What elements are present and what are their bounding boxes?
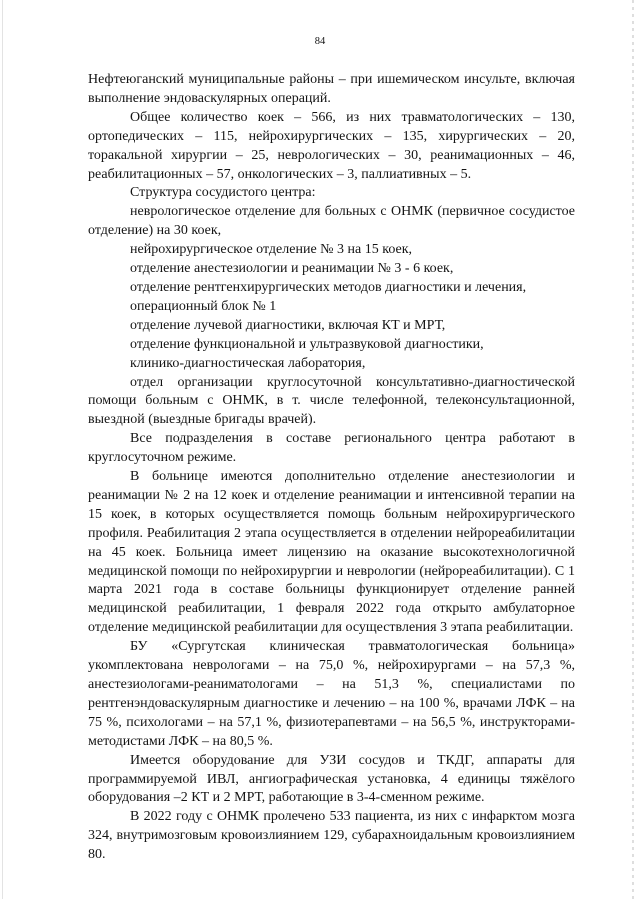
list-item-xray-surgery-department: отделение рентгенхирургических методов диагностики и лечения, bbox=[130, 279, 527, 295]
list-item-neurology-department: неврологическое отделение для больных с ОНМК (первичное сосудистое отделение) на 30 коек, bbox=[88, 204, 575, 239]
paragraph-staffing: БУ «Сургутская клиническая травматологическая больница» укомплектована неврологами – на 75,0 %, нейрохирургами – на 57,3 %, анестезиологами-реаниматологами – на 51,3 %, специалистами по рентгенэндоваскулярным диагностике и лечению – на 100 %, врачами ЛФК – на 75 %, психологами – на 57,1 %, физиотерапевтами – на 56,5 %, инструкторами-методистами ЛФК – на 80,5 %. bbox=[88, 639, 575, 749]
paragraph-districts: Нефтеюганский муниципальные районы – при ишемическом инсульте, включая выполнение эндоваскулярных операций. bbox=[88, 72, 575, 106]
list-item-consultation-department: отдел организации круглосуточной консультативно-диагностической помощи больным с ОНМК, в т. числе телефонной, телеконсультационной, выездной (выездные бригады врачей). bbox=[88, 374, 575, 428]
list-item-laboratory: клинико-диагностическая лаборатория, bbox=[130, 355, 366, 371]
page-number: 84 bbox=[314, 36, 326, 47]
scan-edge-right bbox=[632, 0, 634, 899]
paragraph-equipment: Имеется оборудование для УЗИ сосудов и ТКДГ, аппараты для программируемой ИВЛ, ангиографическая установка, 4 единицы тяжёлого оборудования –2 КТ и 2 МРТ, работающие в 3-4-сменном режиме. bbox=[88, 752, 575, 806]
paragraph-additional-departments: В больнице имеются дополнительно отделение анестезиологии и реанимации № 2 на 12 коек и отделение реанимации и интенсивной терапии на 15 коек, в которых осуществляется помощь больным нейрохирургического профиля. Реабилитация 2 этапа осуществляется в отделении нейрореабилитации на 45 коек. Больница имеет лицензию на оказание высокотехнологичной медицинской помощи по нейрохирургии и неврологии (нейрореабилитации). С 1 марта 2021 года в составе больницы функционирует отделение ранней медицинской реабилитации, 1 февраля 2022 года открыто амбулаторное отделение медицинской реабилитации для осуществления 3 этапа реабилитации. bbox=[88, 469, 575, 636]
paragraph-round-the-clock: Все подразделения в составе регионального центра работают в круглосуточном режиме. bbox=[88, 431, 575, 466]
paragraph-bed-count: Общее количество коек – 566, из них травматологических – 130, ортопедических – 115, нейрохирургических – 135, хирургических – 20, торакальной хирургии – 25, неврологических – 30, реанимационных – 46, реабилитационных – 57, онкологических – 3, паллиативных – 5. bbox=[88, 109, 575, 182]
paragraph-structure-heading: Структура сосудистого центра: bbox=[130, 185, 316, 201]
paragraph-patients-2022: В 2022 году с ОНМК пролечено 533 пациента, из них с инфарктом мозга 324, внутримозговым кровоизлиянием 129, субарахноидальным кровоизлиянием 80. bbox=[88, 809, 575, 863]
list-item-neurosurgery-department: нейрохирургическое отделение № 3 на 15 коек, bbox=[130, 242, 413, 258]
list-item-anesthesiology-department: отделение анестезиологии и реанимации № 3 - 6 коек, bbox=[130, 261, 454, 277]
list-item-operating-block: операционный блок № 1 bbox=[130, 298, 277, 314]
document-body bbox=[88, 71, 575, 865]
list-item-functional-diagnostics: отделение функциональной и ультразвуковой диагностики, bbox=[130, 336, 484, 352]
scan-edge-left bbox=[2, 0, 3, 899]
list-item-radiology-department: отделение лучевой диагностики, включая КТ и МРТ, bbox=[130, 317, 446, 333]
